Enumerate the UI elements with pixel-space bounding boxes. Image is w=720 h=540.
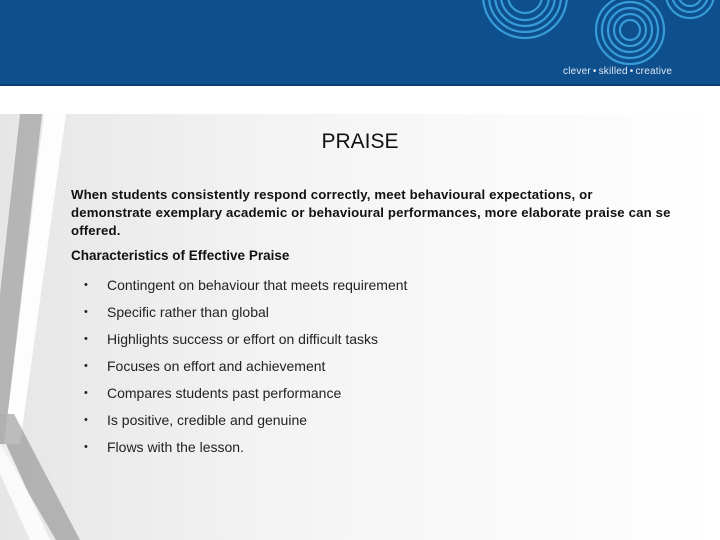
- list-item-text: Flows with the lesson.: [107, 439, 244, 455]
- list-item: [84, 411, 407, 438]
- slide-title-text: PRAISE: [321, 130, 399, 153]
- list-item-text: Compares students past performance: [107, 385, 342, 401]
- list-item: [84, 384, 407, 411]
- list-item-text: Specific rather than global: [107, 304, 269, 320]
- list-item: [84, 357, 407, 384]
- intro-paragraph: When students consistently respond correctly, meet behavioural expectations, or demonstrate exemplary academic or behavioural performances, more elaborate praise can se offered.: [71, 187, 671, 238]
- bullet-icon: •: [84, 360, 88, 372]
- list-item: [84, 438, 407, 465]
- tagline-separator-2: •: [629, 66, 634, 77]
- list-item: [84, 303, 407, 330]
- tagline-word-2: skilled: [598, 66, 628, 77]
- bullet-icon: •: [84, 333, 88, 345]
- bullet-icon: •: [84, 441, 88, 453]
- bullet-icon: •: [84, 306, 88, 318]
- tagline-word-1: clever: [563, 66, 591, 77]
- tagline-word-3: creative: [635, 66, 673, 77]
- characteristics-list: [84, 276, 407, 465]
- white-band: [0, 86, 720, 114]
- section-subheading: Characteristics of Effective Praise: [71, 248, 290, 263]
- bullet-icon: •: [84, 279, 88, 291]
- list-item: [84, 330, 407, 357]
- slide-title: [0, 130, 720, 154]
- bullet-icon: •: [84, 387, 88, 399]
- bullet-icon: •: [84, 414, 88, 426]
- tagline-separator-1: •: [592, 66, 597, 77]
- list-item: [84, 276, 407, 303]
- list-item-text: Focuses on effort and achievement: [107, 358, 326, 374]
- list-item-text: Contingent on behaviour that meets requirement: [107, 277, 408, 293]
- list-item-text: Highlights success or effort on difficult tasks: [107, 331, 379, 347]
- header-banner: [0, 0, 720, 86]
- tagline: [563, 66, 672, 77]
- decorative-stripes-graphic: [0, 114, 80, 540]
- list-item-text: Is positive, credible and genuine: [107, 412, 308, 428]
